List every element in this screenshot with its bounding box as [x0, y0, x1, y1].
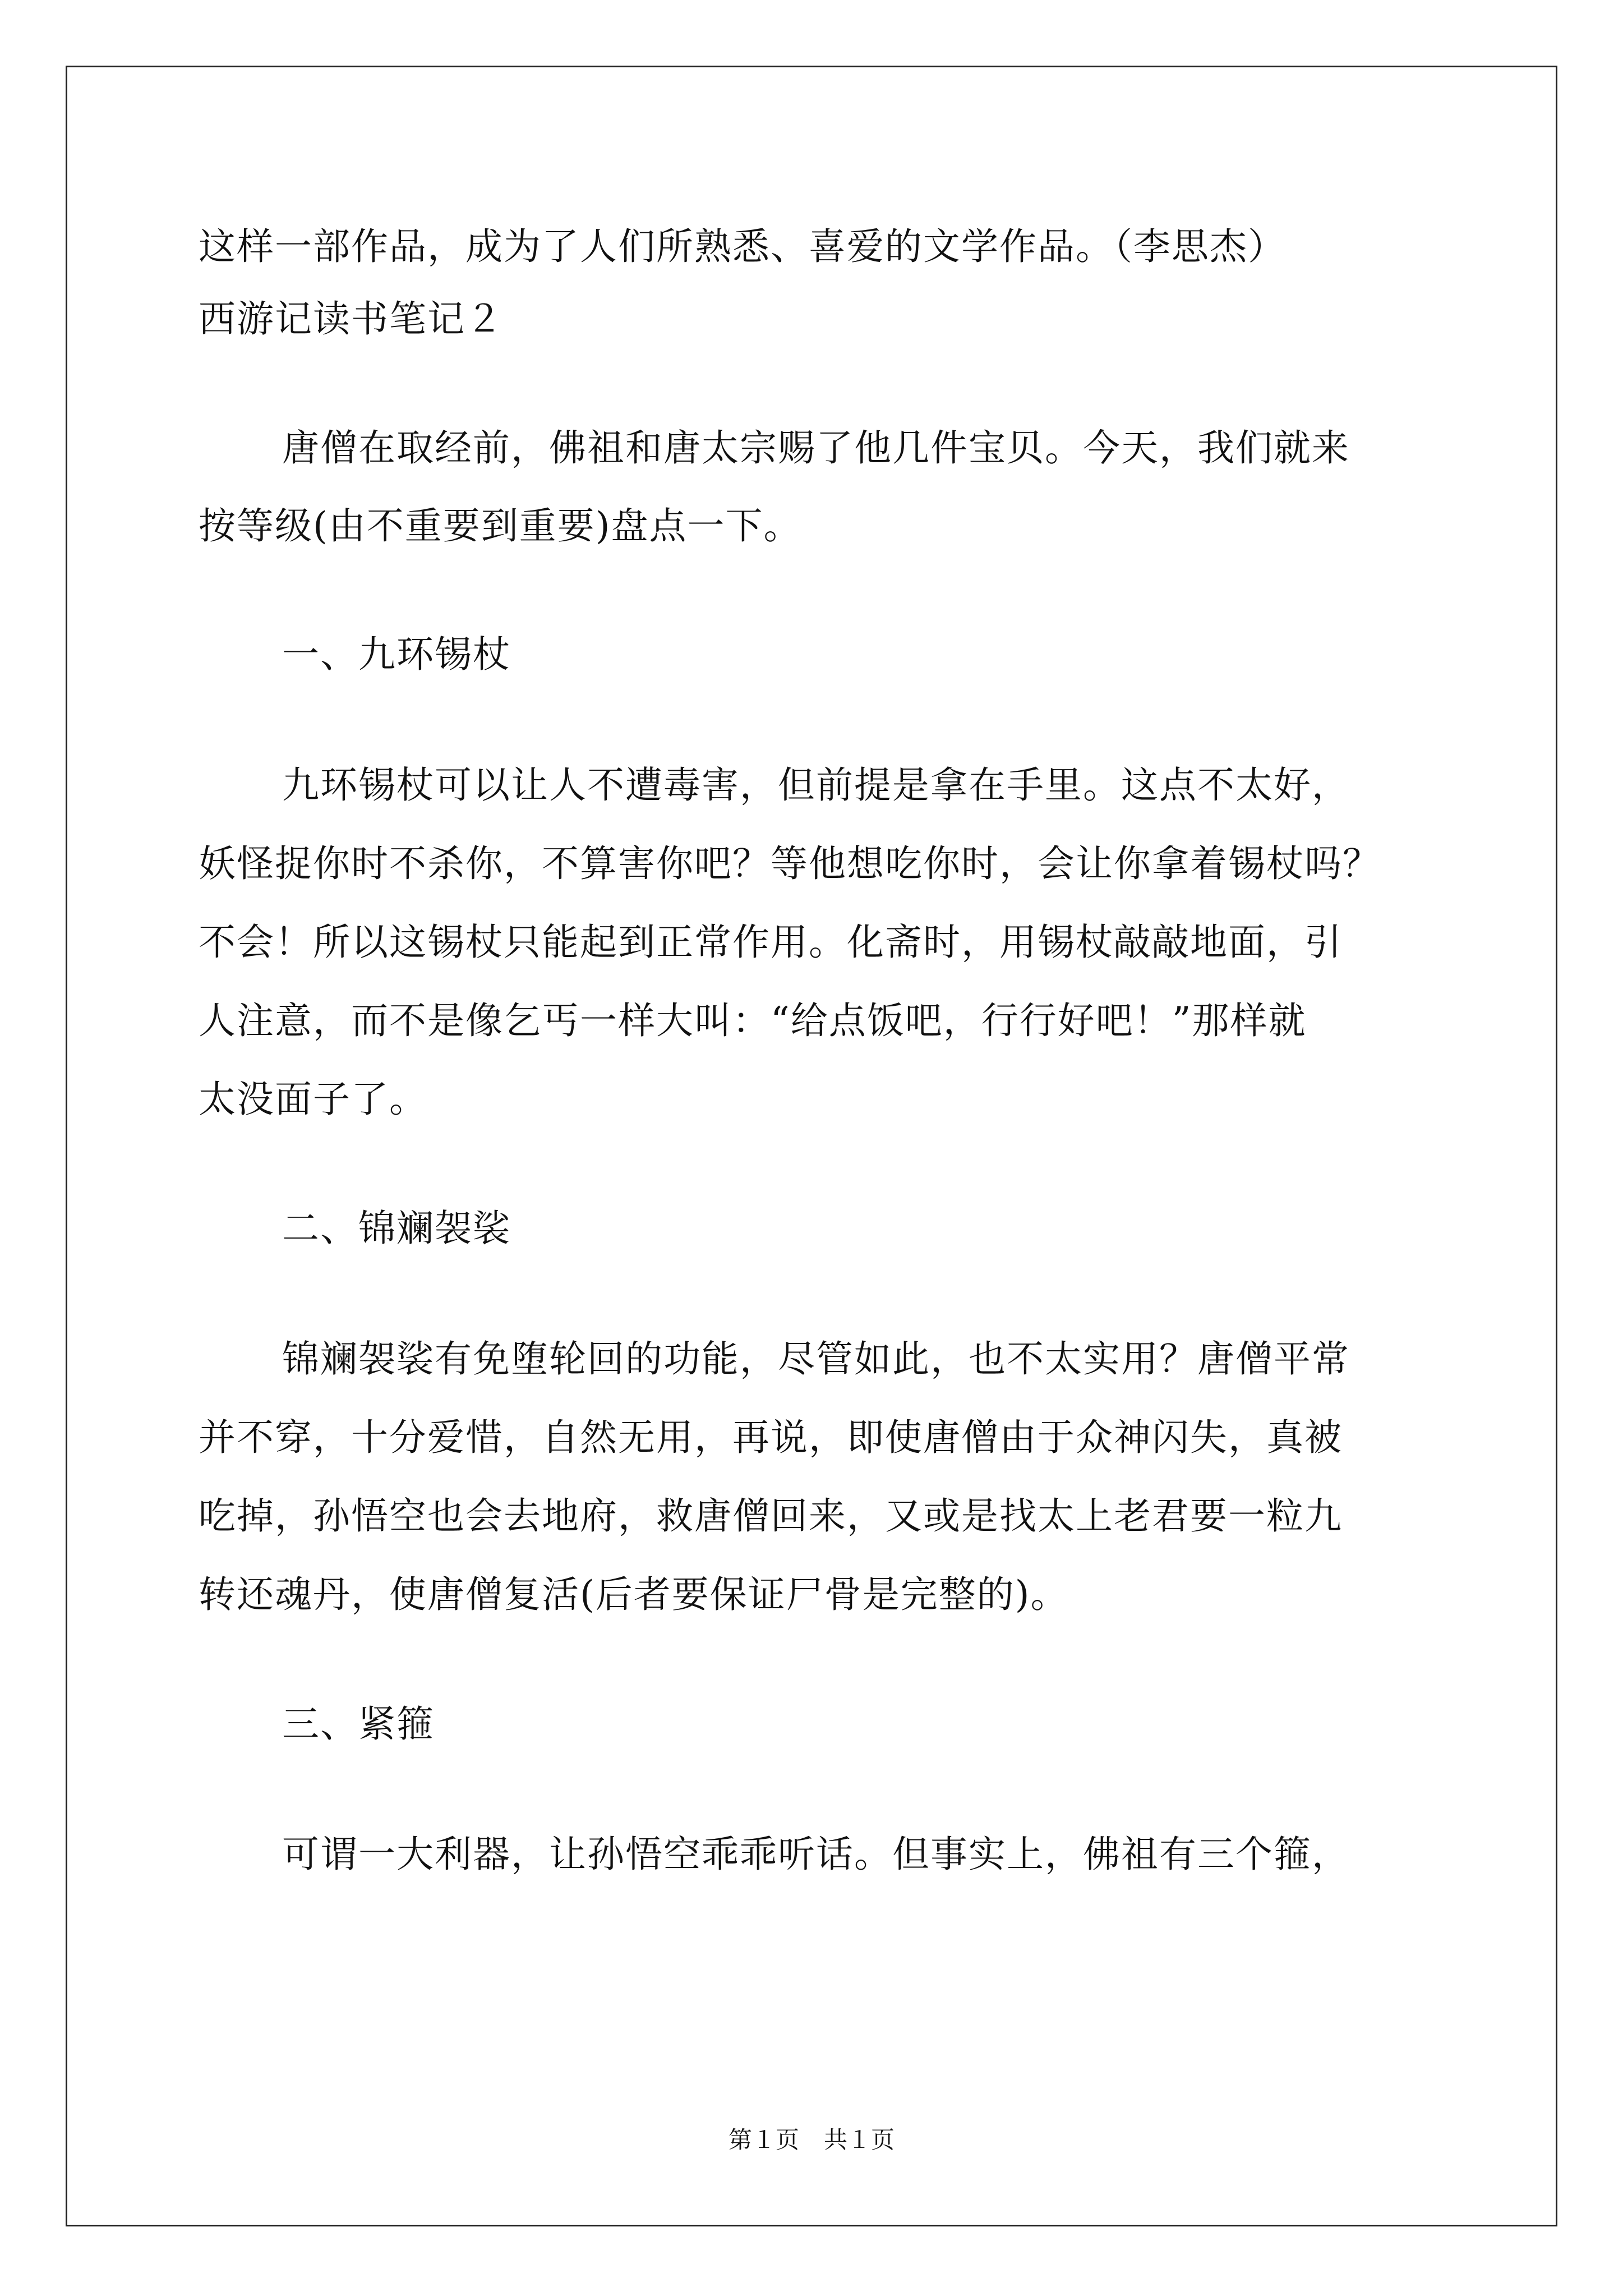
text-line: 按等级(由不重要到重要)盘点一下。 — [199, 504, 802, 547]
text-line: 锦斓袈裟有免堕轮回的功能，尽管如此，也不太实用？唐僧平常 — [282, 1337, 1350, 1381]
text-line: 这样一部作品，成为了人们所熟悉、喜爱的文学作品。（李思杰） — [199, 225, 1286, 268]
text-line: 可谓一大利器，让孙悟空乖乖听话。但事实上，佛祖有三个箍， — [282, 1833, 1350, 1876]
text-line: 太没面子了。 — [199, 1078, 427, 1121]
page-footer — [0, 2126, 1623, 2154]
page-number: 第１页 — [728, 2126, 799, 2154]
text-line: 九环锡杖可以让人不遭毒害，但前提是拿在手里。这点不太好， — [282, 763, 1350, 807]
page-total: 共１页 — [824, 2126, 895, 2154]
text-line: 吃掉，孙悟空也会去地府，救唐僧回来，又或是找太上老君要一粒九 — [199, 1494, 1343, 1538]
subheading: 三、紧箍 — [282, 1703, 435, 1746]
page-border — [66, 66, 1557, 2226]
subheading: 二、锦斓袈裟 — [282, 1207, 511, 1250]
section-title: 西游记读书笔记２ — [199, 297, 504, 341]
text-line: 不会！所以这锡杖只能起到正常作用。化斋时，用锡杖敲敲地面，引 — [199, 921, 1343, 964]
text-line: 转还魂丹，使唐僧复活(后者要保证尸骨是完整的)。 — [199, 1573, 1069, 1616]
text-line: 并不穿，十分爱惜，自然无用，再说，即使唐僧由于众神闪失，真被 — [199, 1416, 1343, 1459]
subheading: 一、九环锡杖 — [282, 633, 511, 676]
text-line: 妖怪捉你时不杀你，不算害你吧？等他想吃你时，会让你拿着锡杖吗？ — [199, 842, 1381, 885]
text-line: 人注意，而不是像乞丐一样大叫：“给点饭吧，行行好吧！”那样就 — [199, 999, 1307, 1042]
text-line: 唐僧在取经前，佛祖和唐太宗赐了他几件宝贝。今天，我们就来 — [282, 426, 1350, 470]
